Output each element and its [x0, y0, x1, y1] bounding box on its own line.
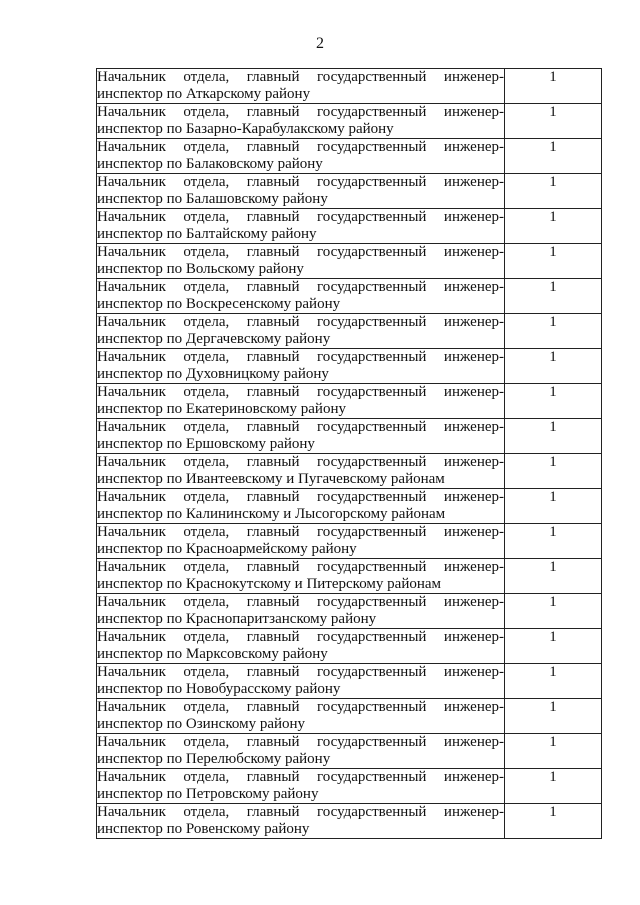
staff-count-cell: 1 — [505, 699, 602, 734]
table-row — [97, 139, 602, 174]
position-title-line-1: Начальник отдела, главный государственный инженер- — [97, 664, 504, 680]
table-row — [97, 104, 602, 139]
staff-count-cell: 1 — [505, 349, 602, 384]
position-title-line-1: Начальник отдела, главный государственный инженер- — [97, 524, 504, 540]
position-title-line-2: инспектор по Ивантеевскому и Пугачевскому районам — [97, 471, 445, 487]
position-title-line-2: инспектор по Балаковскому району — [97, 156, 323, 172]
table-row — [97, 314, 602, 349]
staff-count-cell: 1 — [505, 69, 602, 104]
position-title-line-1: Начальник отдела, главный государственный инженер- — [97, 174, 504, 190]
position-title-line-2: инспектор по Воскресенскому району — [97, 296, 341, 312]
position-title-cell — [97, 69, 505, 104]
table-row — [97, 454, 602, 489]
position-title-line-2: инспектор по Балашовскому району — [97, 191, 328, 207]
position-title-line-2: инспектор по Духовницкому району — [97, 366, 329, 382]
position-title-line-1: Начальник отдела, главный государственный инженер- — [97, 769, 504, 785]
position-title-line-1: Начальник отдела, главный государственный инженер- — [97, 734, 504, 750]
position-title-cell — [97, 454, 505, 489]
position-title-cell — [97, 384, 505, 419]
position-title-line-1: Начальник отдела, главный государственный инженер- — [97, 314, 504, 330]
staff-count-cell: 1 — [505, 174, 602, 209]
position-title-line-2: инспектор по Балтайскому району — [97, 226, 317, 242]
position-title-line-1: Начальник отдела, главный государственный инженер- — [97, 104, 504, 120]
position-title-line-1: Начальник отдела, главный государственный инженер- — [97, 69, 504, 85]
position-title-line-1: Начальник отдела, главный государственный инженер- — [97, 244, 504, 260]
staff-count-cell: 1 — [505, 594, 602, 629]
table-row — [97, 384, 602, 419]
staff-count-cell: 1 — [505, 524, 602, 559]
position-title-line-2: инспектор по Калининскому и Лысогорскому районам — [97, 506, 446, 522]
table-row — [97, 664, 602, 699]
position-title-cell — [97, 664, 505, 699]
position-title-line-2: инспектор по Новобурасскому району — [97, 681, 341, 697]
table-row — [97, 419, 602, 454]
table-row — [97, 734, 602, 769]
position-title-line-2: инспектор по Петровскому району — [97, 786, 319, 802]
position-title-cell — [97, 244, 505, 279]
position-title-cell — [97, 139, 505, 174]
staff-count-cell: 1 — [505, 454, 602, 489]
position-title-cell — [97, 629, 505, 664]
staff-count-cell: 1 — [505, 769, 602, 804]
position-title-line-1: Начальник отдела, главный государственный инженер- — [97, 454, 504, 470]
staff-count-cell: 1 — [505, 664, 602, 699]
staff-count-cell: 1 — [505, 734, 602, 769]
position-title-line-1: Начальник отдела, главный государственный инженер- — [97, 629, 504, 645]
position-title-line-2: инспектор по Ершовскому району — [97, 436, 315, 452]
table-row — [97, 804, 602, 839]
position-title-cell — [97, 769, 505, 804]
position-title-line-2: инспектор по Вольскому району — [97, 261, 304, 277]
position-title-cell — [97, 349, 505, 384]
position-title-line-1: Начальник отдела, главный государственный инженер- — [97, 699, 504, 715]
position-title-cell — [97, 419, 505, 454]
staff-count-cell: 1 — [505, 419, 602, 454]
position-title-line-2: инспектор по Дергачевскому району — [97, 331, 331, 347]
page-number: 2 — [316, 35, 324, 52]
staff-count-cell: 1 — [505, 104, 602, 139]
position-title-cell — [97, 594, 505, 629]
position-title-cell — [97, 209, 505, 244]
position-title-line-2: инспектор по Краснопаритзанскому району — [97, 611, 377, 627]
position-title-line-2: инспектор по Озинскому району — [97, 716, 306, 732]
position-title-line-2: инспектор по Базарно-Карабулакскому району — [97, 121, 394, 137]
table-row — [97, 699, 602, 734]
position-title-line-1: Начальник отдела, главный государственный инженер- — [97, 489, 504, 505]
position-title-cell — [97, 559, 505, 594]
staff-count-cell: 1 — [505, 279, 602, 314]
position-title-line-2: инспектор по Аткарскому району — [97, 86, 311, 102]
table-row — [97, 769, 602, 804]
table-row — [97, 69, 602, 104]
table-row — [97, 489, 602, 524]
position-title-cell — [97, 804, 505, 839]
staff-count-cell: 1 — [505, 804, 602, 839]
table-row — [97, 559, 602, 594]
table-row — [97, 594, 602, 629]
position-title-cell — [97, 104, 505, 139]
table-row — [97, 349, 602, 384]
position-title-line-2: инспектор по Екатериновскому району — [97, 401, 346, 417]
staff-count-cell: 1 — [505, 489, 602, 524]
staff-count-cell: 1 — [505, 384, 602, 419]
staff-count-cell: 1 — [505, 559, 602, 594]
position-title-cell — [97, 489, 505, 524]
table-row — [97, 174, 602, 209]
position-title-line-2: инспектор по Перелюбскому району — [97, 751, 331, 767]
staff-count-cell: 1 — [505, 139, 602, 174]
position-title-cell — [97, 279, 505, 314]
position-title-line-2: инспектор по Красноармейскому району — [97, 541, 357, 557]
position-title-line-1: Начальник отдела, главный государственный инженер- — [97, 419, 504, 435]
staff-count-cell: 1 — [505, 314, 602, 349]
position-title-cell — [97, 314, 505, 349]
position-title-line-1: Начальник отдела, главный государственный инженер- — [97, 349, 504, 365]
table-row — [97, 629, 602, 664]
position-title-line-1: Начальник отдела, главный государственный инженер- — [97, 209, 504, 225]
position-title-cell — [97, 699, 505, 734]
table-row — [97, 524, 602, 559]
position-title-line-1: Начальник отдела, главный государственный инженер- — [97, 384, 504, 400]
table-row — [97, 244, 602, 279]
staffing-table-body — [97, 69, 602, 839]
table-row — [97, 279, 602, 314]
position-title-line-1: Начальник отдела, главный государственный инженер- — [97, 139, 504, 155]
position-title-line-2: инспектор по Краснокутскому и Питерскому районам — [97, 576, 442, 592]
position-title-line-1: Начальник отдела, главный государственный инженер- — [97, 559, 504, 575]
staffing-table — [96, 68, 602, 839]
position-title-cell — [97, 174, 505, 209]
staff-count-cell: 1 — [505, 209, 602, 244]
position-title-line-1: Начальник отдела, главный государственный инженер- — [97, 279, 504, 295]
position-title-cell — [97, 734, 505, 769]
position-title-line-2: инспектор по Ровенскому району — [97, 821, 310, 837]
table-row — [97, 209, 602, 244]
position-title-line-1: Начальник отдела, главный государственный инженер- — [97, 804, 504, 820]
staff-count-cell: 1 — [505, 629, 602, 664]
position-title-line-2: инспектор по Марксовскому району — [97, 646, 328, 662]
position-title-line-1: Начальник отдела, главный государственный инженер- — [97, 594, 504, 610]
position-title-cell — [97, 524, 505, 559]
staff-count-cell: 1 — [505, 244, 602, 279]
